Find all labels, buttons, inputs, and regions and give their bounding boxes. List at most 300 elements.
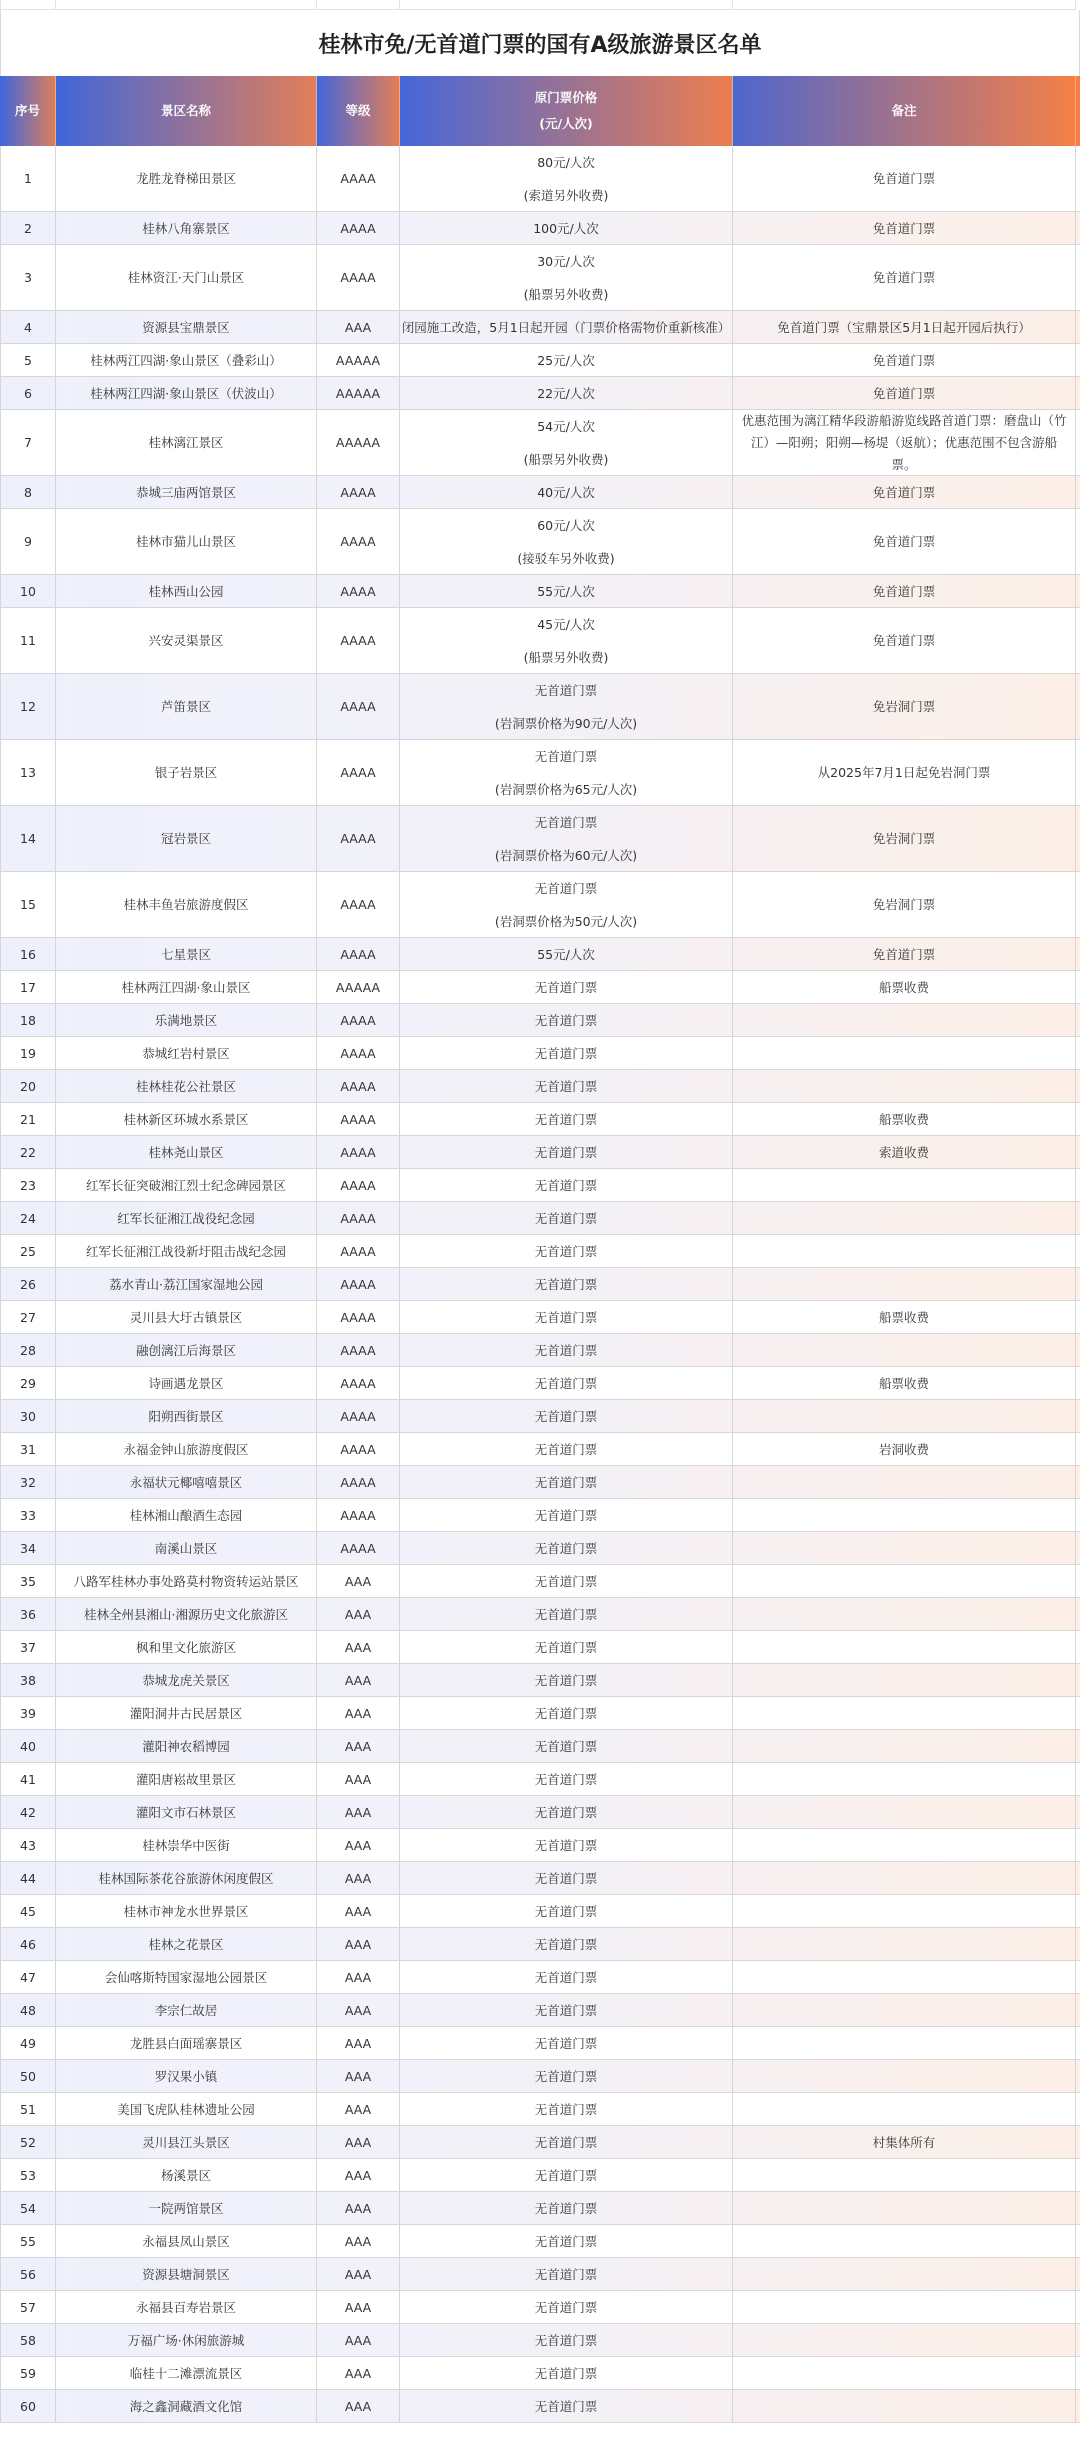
price-line: 无首道门票 xyxy=(534,1540,598,1556)
cell-price xyxy=(400,1994,733,2026)
cell-name: 恭城龙虎关景区 xyxy=(56,1664,317,1696)
note-line: 船票收费 xyxy=(878,1309,929,1325)
table-row xyxy=(0,2027,1080,2060)
note-line: 从2025年7月1日起免岩洞门票 xyxy=(817,765,991,780)
cell-no: 33 xyxy=(0,1499,56,1531)
cell-note xyxy=(733,938,1076,970)
cell-level: AAA xyxy=(317,1928,400,1960)
cell-note xyxy=(733,1961,1076,1993)
table-row xyxy=(0,476,1080,509)
cell-no: 6 xyxy=(0,377,56,409)
price-line: 无首道门票 xyxy=(534,2134,598,2150)
table-row xyxy=(0,1664,1080,1697)
cell-level: AAAA xyxy=(317,476,400,508)
cell-level: AAAA xyxy=(317,1301,400,1333)
cell-no: 49 xyxy=(0,2027,56,2059)
cell-level: AAAA xyxy=(317,674,400,739)
cell-note xyxy=(733,608,1076,673)
price-line: 无首道门票 xyxy=(534,1936,598,1952)
cell-no: 39 xyxy=(0,1697,56,1729)
cell-level: AAA xyxy=(317,1697,400,1729)
price-line: 25元/人次 xyxy=(537,352,595,368)
cell-note xyxy=(733,377,1076,409)
table-row xyxy=(0,1961,1080,1994)
cell-price xyxy=(400,2225,733,2257)
table-row xyxy=(0,1004,1080,1037)
table-row xyxy=(0,1796,1080,1829)
cell-level: AAA xyxy=(317,2225,400,2257)
table-row xyxy=(0,509,1080,575)
note-line: 岩洞收费 xyxy=(878,1441,929,1457)
cell-no: 48 xyxy=(0,1994,56,2026)
cell-price xyxy=(400,938,733,970)
cell-price xyxy=(400,377,733,409)
cell-price xyxy=(400,1169,733,1201)
cell-name: 乐满地景区 xyxy=(56,1004,317,1036)
table-row xyxy=(0,377,1080,410)
cell-name: 南溪山景区 xyxy=(56,1532,317,1564)
table-row xyxy=(0,2225,1080,2258)
cell-note xyxy=(733,1895,1076,1927)
cell-note xyxy=(733,740,1076,805)
cell-note xyxy=(733,1169,1076,1201)
price-line: 无首道门票 xyxy=(534,1870,598,1886)
header-price-line2: (元/人次) xyxy=(539,116,593,131)
table-row xyxy=(0,740,1080,806)
cell-price xyxy=(400,2258,733,2290)
cell-name: 桂林八角寨景区 xyxy=(56,212,317,244)
cell-note xyxy=(733,2291,1076,2323)
cell-note xyxy=(733,1664,1076,1696)
cell-no: 19 xyxy=(0,1037,56,1069)
cell-price xyxy=(400,1697,733,1729)
cell-level: AAA xyxy=(317,2192,400,2224)
price-line: 无首道门票 xyxy=(534,748,598,764)
price-line: 无首道门票 xyxy=(534,2233,598,2249)
cell-level: AAAAA xyxy=(317,971,400,1003)
cell-level: AAAA xyxy=(317,740,400,805)
cell-price xyxy=(400,1301,733,1333)
price-line: 45元/人次 xyxy=(537,616,595,632)
cell-level: AAAA xyxy=(317,1268,400,1300)
cell-level: AAAA xyxy=(317,1400,400,1432)
table-row xyxy=(0,344,1080,377)
price-line: 无首道门票 xyxy=(534,1573,598,1589)
cell-price xyxy=(400,1862,733,1894)
cell-price xyxy=(400,2390,733,2422)
price-line: 无首道门票 xyxy=(534,1672,598,1688)
cell-price xyxy=(400,2027,733,2059)
cell-note xyxy=(733,2225,1076,2257)
price-line: 无首道门票 xyxy=(534,1705,598,1721)
cell-name: 灵川县江头景区 xyxy=(56,2126,317,2158)
cell-level: AAAA xyxy=(317,1499,400,1531)
cell-no: 11 xyxy=(0,608,56,673)
table-row xyxy=(0,1532,1080,1565)
cell-price xyxy=(400,410,733,475)
cell-level: AAA xyxy=(317,1631,400,1663)
cell-note xyxy=(733,1367,1076,1399)
cell-no: 47 xyxy=(0,1961,56,1993)
cell-no: 4 xyxy=(0,311,56,343)
cell-note xyxy=(733,575,1076,607)
cell-no: 29 xyxy=(0,1367,56,1399)
note-line: 免首道门票 xyxy=(872,220,936,236)
price-line: 无首道门票 xyxy=(534,1771,598,1787)
price-line: 54元/人次 xyxy=(537,418,595,434)
cell-price xyxy=(400,1895,733,1927)
cell-price xyxy=(400,509,733,574)
cell-price xyxy=(400,971,733,1003)
price-line: 无首道门票 xyxy=(534,1177,598,1193)
cell-no: 14 xyxy=(0,806,56,871)
cell-name: 桂林之花景区 xyxy=(56,1928,317,1960)
cell-level: AAAA xyxy=(317,212,400,244)
price-line: 无首道门票 xyxy=(534,1012,598,1028)
cell-note xyxy=(733,1565,1076,1597)
cell-name: 桂林两江四湖·象山景区（叠彩山） xyxy=(56,344,317,376)
table-row xyxy=(0,1598,1080,1631)
table-row xyxy=(0,2126,1080,2159)
table-row xyxy=(0,1103,1080,1136)
cell-note xyxy=(733,1598,1076,1630)
cell-note xyxy=(733,245,1076,310)
price-line: 无首道门票 xyxy=(534,1375,598,1391)
note-line: 索道收费 xyxy=(878,1144,929,1160)
cell-name: 桂林崇华中医街 xyxy=(56,1829,317,1861)
cell-name: 万福广场·休闲旅游城 xyxy=(56,2324,317,2356)
price-line: 闭园施工改造，5月1日起开园（门票价格需物价重新核准） xyxy=(401,319,731,335)
cell-name: 灌阳洞井古民居景区 xyxy=(56,1697,317,1729)
table-row xyxy=(0,2258,1080,2291)
cell-no: 45 xyxy=(0,1895,56,1927)
price-line: 无首道门票 xyxy=(534,1639,598,1655)
cell-name: 永福金钟山旅游度假区 xyxy=(56,1433,317,1465)
cell-no: 40 xyxy=(0,1730,56,1762)
note-line: 免首道门票 xyxy=(872,385,936,401)
cell-level: AAA xyxy=(317,1796,400,1828)
cell-name: 红军长征湘江战役新圩阻击战纪念园 xyxy=(56,1235,317,1267)
price-line: 22元/人次 xyxy=(537,385,595,401)
table-row xyxy=(0,1730,1080,1763)
cell-price xyxy=(400,2159,733,2191)
cell-level: AAAA xyxy=(317,1103,400,1135)
cell-note xyxy=(733,1466,1076,1498)
cell-level: AAA xyxy=(317,2324,400,2356)
price-line: 无首道门票 xyxy=(534,814,598,830)
header-name: 景区名称 xyxy=(56,76,317,146)
cell-price xyxy=(400,1334,733,1366)
cell-note xyxy=(733,1334,1076,1366)
cell-level: AAA xyxy=(317,2060,400,2092)
note-line: 免首道门票 xyxy=(872,270,936,285)
cell-note xyxy=(733,2324,1076,2356)
price-line: 无首道门票 xyxy=(534,2398,598,2414)
cell-name: 美国飞虎队桂林遗址公园 xyxy=(56,2093,317,2125)
note-line: 免岩洞门票 xyxy=(872,699,936,714)
cell-price xyxy=(400,1565,733,1597)
cell-name: 恭城红岩村景区 xyxy=(56,1037,317,1069)
cell-price xyxy=(400,740,733,805)
table-row xyxy=(0,938,1080,971)
cell-price xyxy=(400,245,733,310)
cell-level: AAA xyxy=(317,1730,400,1762)
cell-level: AAA xyxy=(317,2357,400,2389)
cell-name: 桂林资江·天门山景区 xyxy=(56,245,317,310)
cell-note xyxy=(733,1400,1076,1432)
cell-no: 52 xyxy=(0,2126,56,2158)
table-row xyxy=(0,1697,1080,1730)
header-no: 序号 xyxy=(0,76,56,146)
cell-level: AAA xyxy=(317,2027,400,2059)
cell-name: 桂林尧山景区 xyxy=(56,1136,317,1168)
price-line: 无首道门票 xyxy=(534,2200,598,2216)
note-line: 免岩洞门票 xyxy=(872,897,936,912)
cell-name: 八路军桂林办事处路莫村物资转运站景区 xyxy=(56,1565,317,1597)
table-row xyxy=(0,1631,1080,1664)
cell-name: 七星景区 xyxy=(56,938,317,970)
cell-note xyxy=(733,872,1076,937)
cell-name: 桂林桂花公社景区 xyxy=(56,1070,317,1102)
cell-no: 58 xyxy=(0,2324,56,2356)
table-row xyxy=(0,1169,1080,1202)
table-row xyxy=(0,1928,1080,1961)
table-row xyxy=(0,971,1080,1004)
cell-name: 桂林市神龙水世界景区 xyxy=(56,1895,317,1927)
table-row xyxy=(0,1829,1080,1862)
table-row xyxy=(0,674,1080,740)
cell-no: 36 xyxy=(0,1598,56,1630)
table-row xyxy=(0,872,1080,938)
cell-name: 芦笛景区 xyxy=(56,674,317,739)
cell-name: 桂林国际茶花谷旅游休闲度假区 xyxy=(56,1862,317,1894)
table-row xyxy=(0,1895,1080,1928)
cell-price xyxy=(400,311,733,343)
cell-no: 37 xyxy=(0,1631,56,1663)
cell-name: 临桂十二滩漂流景区 xyxy=(56,2357,317,2389)
cell-name: 桂林全州县湘山·湘源历史文化旅游区 xyxy=(56,1598,317,1630)
cell-name: 冠岩景区 xyxy=(56,806,317,871)
cell-no: 59 xyxy=(0,2357,56,2389)
table-row xyxy=(0,575,1080,608)
cell-level: AAAAA xyxy=(317,410,400,475)
cell-level: AAA xyxy=(317,2126,400,2158)
cell-level: AAAA xyxy=(317,1169,400,1201)
cell-note xyxy=(733,509,1076,574)
cell-price xyxy=(400,1004,733,1036)
price-line: 无首道门票 xyxy=(534,2101,598,2117)
cell-level: AAA xyxy=(317,311,400,343)
cell-level: AAAAA xyxy=(317,377,400,409)
cell-level: AAAA xyxy=(317,1235,400,1267)
table-row xyxy=(0,1235,1080,1268)
cell-note xyxy=(733,1037,1076,1069)
cell-name: 杨溪景区 xyxy=(56,2159,317,2191)
table-row xyxy=(0,1862,1080,1895)
cell-no: 10 xyxy=(0,575,56,607)
cell-no: 54 xyxy=(0,2192,56,2224)
cell-name: 桂林两江四湖·象山景区（伏波山） xyxy=(56,377,317,409)
price-line: (船票另外收费) xyxy=(523,286,609,302)
cell-price xyxy=(400,2324,733,2356)
cell-name: 会仙喀斯特国家湿地公园景区 xyxy=(56,1961,317,1993)
cell-note xyxy=(733,1103,1076,1135)
cell-price xyxy=(400,146,733,211)
cell-level: AAA xyxy=(317,1664,400,1696)
cell-no: 34 xyxy=(0,1532,56,1564)
cell-no: 22 xyxy=(0,1136,56,1168)
cell-no: 5 xyxy=(0,344,56,376)
cell-price xyxy=(400,1631,733,1663)
table-row xyxy=(0,1202,1080,1235)
table-row xyxy=(0,1433,1080,1466)
cell-level: AAAA xyxy=(317,1466,400,1498)
price-line: 无首道门票 xyxy=(534,1045,598,1061)
header-price xyxy=(400,76,733,146)
cell-no: 25 xyxy=(0,1235,56,1267)
cell-note xyxy=(733,1433,1076,1465)
price-line: 无首道门票 xyxy=(534,1111,598,1127)
note-line: 船票收费 xyxy=(878,979,929,995)
cell-note xyxy=(733,1004,1076,1036)
table-row xyxy=(0,1037,1080,1070)
note-line: 免首道门票（宝鼎景区5月1日起开园后执行） xyxy=(777,319,1031,335)
price-line: 无首道门票 xyxy=(534,1210,598,1226)
table-row xyxy=(0,2357,1080,2390)
cell-level: AAAA xyxy=(317,245,400,310)
price-line: 无首道门票 xyxy=(534,1441,598,1457)
cell-name: 灵川县大圩古镇景区 xyxy=(56,1301,317,1333)
price-line: (岩洞票价格为50元/人次) xyxy=(494,913,638,929)
header-note: 备注 xyxy=(733,76,1076,146)
cell-no: 46 xyxy=(0,1928,56,1960)
page-title: 桂林市免/无首道门票的国有A级旅游景区名单 xyxy=(0,10,1080,76)
cell-no: 16 xyxy=(0,938,56,970)
cell-price xyxy=(400,2192,733,2224)
cell-note xyxy=(733,2390,1076,2422)
cell-level: AAA xyxy=(317,1598,400,1630)
cell-name: 李宗仁故居 xyxy=(56,1994,317,2026)
price-line: 无首道门票 xyxy=(534,1969,598,1985)
price-line: 60元/人次 xyxy=(537,517,595,533)
cell-price xyxy=(400,1367,733,1399)
cell-note xyxy=(733,1763,1076,1795)
cell-no: 32 xyxy=(0,1466,56,1498)
cell-no: 7 xyxy=(0,410,56,475)
cell-level: AAA xyxy=(317,2291,400,2323)
cell-name: 桂林西山公园 xyxy=(56,575,317,607)
table-row xyxy=(0,2324,1080,2357)
table-row xyxy=(0,1301,1080,1334)
cell-name: 兴安灵渠景区 xyxy=(56,608,317,673)
note-line: 村集体所有 xyxy=(872,2134,936,2150)
table-row xyxy=(0,2093,1080,2126)
cell-price xyxy=(400,872,733,937)
cell-level: AAA xyxy=(317,1994,400,2026)
price-line: (接驳车另外收费) xyxy=(517,550,615,566)
cell-note xyxy=(733,1796,1076,1828)
cell-price xyxy=(400,1268,733,1300)
table-row xyxy=(0,1565,1080,1598)
cell-price xyxy=(400,2357,733,2389)
cell-price xyxy=(400,1202,733,1234)
cell-no: 30 xyxy=(0,1400,56,1432)
price-line: 无首道门票 xyxy=(534,1243,598,1259)
price-line: 无首道门票 xyxy=(534,1903,598,1919)
cell-no: 28 xyxy=(0,1334,56,1366)
table-row xyxy=(0,2060,1080,2093)
cell-name: 桂林两江四湖·象山景区 xyxy=(56,971,317,1003)
cell-name: 桂林新区环城水系景区 xyxy=(56,1103,317,1135)
cell-note xyxy=(733,2192,1076,2224)
cell-price xyxy=(400,1433,733,1465)
price-line: (船票另外收费) xyxy=(523,649,609,665)
cell-price xyxy=(400,1829,733,1861)
price-line: 无首道门票 xyxy=(534,1342,598,1358)
cell-price xyxy=(400,1796,733,1828)
cell-level: AAAA xyxy=(317,872,400,937)
price-line: 无首道门票 xyxy=(534,880,598,896)
cell-name: 资源县宝鼎景区 xyxy=(56,311,317,343)
note-line: 免首道门票 xyxy=(872,633,936,648)
table-row xyxy=(0,1400,1080,1433)
cell-no: 24 xyxy=(0,1202,56,1234)
cell-note xyxy=(733,146,1076,211)
cell-note xyxy=(733,2357,1076,2389)
price-line: 无首道门票 xyxy=(534,1309,598,1325)
price-line: 55元/人次 xyxy=(537,946,595,962)
cell-no: 2 xyxy=(0,212,56,244)
price-line: (索道另外收费) xyxy=(523,187,609,203)
cell-level: AAA xyxy=(317,2159,400,2191)
note-line: 免岩洞门票 xyxy=(872,831,936,846)
price-line: 无首道门票 xyxy=(534,2365,598,2381)
cell-no: 38 xyxy=(0,1664,56,1696)
cell-note xyxy=(733,1631,1076,1663)
cell-price xyxy=(400,2126,733,2158)
cell-no: 9 xyxy=(0,509,56,574)
price-line: 无首道门票 xyxy=(534,1276,598,1292)
cell-no: 43 xyxy=(0,1829,56,1861)
header-price-line1: 原门票价格 xyxy=(534,90,598,105)
cell-name: 桂林漓江景区 xyxy=(56,410,317,475)
cell-name: 永福县百寿岩景区 xyxy=(56,2291,317,2323)
cell-price xyxy=(400,1466,733,1498)
price-line: 无首道门票 xyxy=(534,1804,598,1820)
price-line: 无首道门票 xyxy=(534,1837,598,1853)
note-line: 船票收费 xyxy=(878,1111,929,1127)
cell-name: 灌阳唐崧故里景区 xyxy=(56,1763,317,1795)
cell-no: 35 xyxy=(0,1565,56,1597)
cell-price xyxy=(400,344,733,376)
cell-name: 桂林湘山酿酒生态园 xyxy=(56,1499,317,1531)
cell-no: 18 xyxy=(0,1004,56,1036)
table-row xyxy=(0,1499,1080,1532)
table-row xyxy=(0,212,1080,245)
price-line: 无首道门票 xyxy=(534,2167,598,2183)
cell-no: 27 xyxy=(0,1301,56,1333)
cell-note xyxy=(733,806,1076,871)
cell-note xyxy=(733,1070,1076,1102)
cell-level: AAA xyxy=(317,1862,400,1894)
cell-no: 26 xyxy=(0,1268,56,1300)
table-row xyxy=(0,1268,1080,1301)
sheet-top-strip xyxy=(0,0,1080,10)
cell-price xyxy=(400,1928,733,1960)
table-row xyxy=(0,1367,1080,1400)
cell-name: 红军长征突破湘江烈士纪念碑园景区 xyxy=(56,1169,317,1201)
cell-name: 恭城三庙两馆景区 xyxy=(56,476,317,508)
